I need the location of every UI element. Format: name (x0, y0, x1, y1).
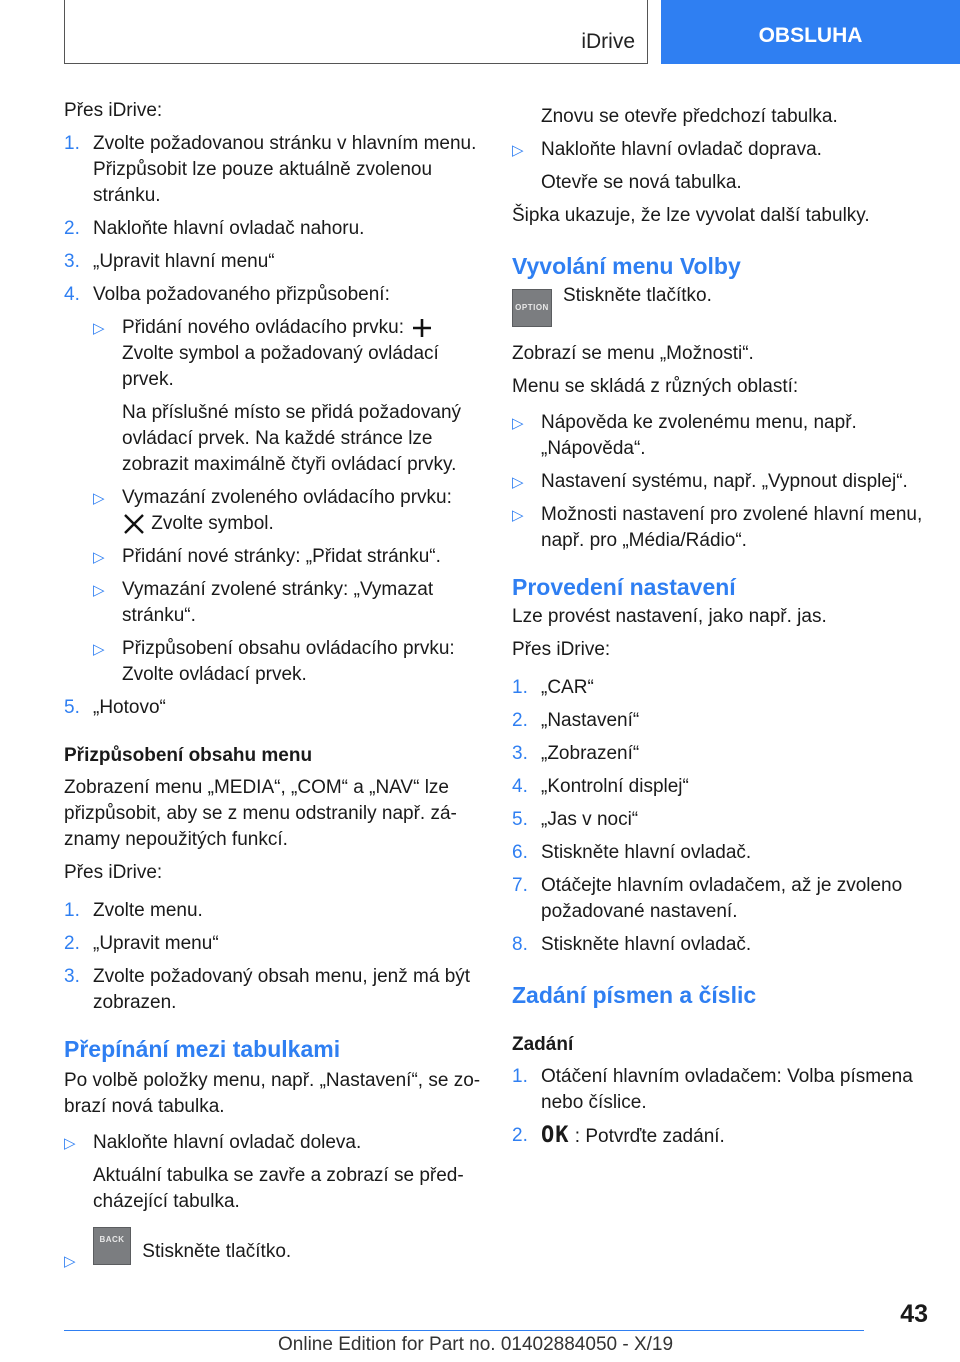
list-item: 4. Volba požadovaného přizpůsobení: (64, 284, 390, 305)
paragraph: Šipka ukazuje, že lze vyvolat další tabulky. (512, 205, 870, 226)
section-heading: Vyvolání menu Volby (512, 253, 741, 279)
bullet-item: ▷ Nakloňte hlavní ovladač doprava. (512, 137, 932, 163)
section-heading: Zadání písmen a číslic (512, 982, 757, 1008)
list-item: 3. „Zobrazení“ (512, 743, 640, 764)
header-frame (64, 0, 648, 64)
footer-divider (64, 1330, 864, 1331)
footer-edition: Online Edition for Part no. 01402884050 - X/19 (278, 1334, 674, 1355)
header-tab: OBSLUHA (661, 0, 960, 64)
bullet-item: ▷ Přidání nové stránky: „Přidat stránku“. (93, 544, 484, 570)
bullet-item: ▷ Nápověda ke zvolenému menu, např. „Nápověda“. (512, 412, 857, 459)
triangle-bullet-icon: ▷ (64, 1253, 76, 1270)
section-heading: Přepínání mezi tabulkami (64, 1036, 341, 1062)
intro: Přes iDrive: (64, 100, 163, 121)
sublist (93, 315, 484, 688)
option-row: OPTION Stiskněte tlačítko. (512, 287, 932, 327)
header-section: iDrive (581, 30, 635, 53)
left-column (64, 98, 484, 1272)
continuation: Otevře se nová tabulka. (541, 172, 742, 193)
triangle-bullet-icon: ▷ (93, 582, 105, 599)
list-item: 6. Stiskněte hlavní ovladač. (512, 842, 752, 863)
ok-icon: OK (541, 1123, 570, 1148)
subheading: Přizpůsobení obsahu menu (64, 745, 313, 766)
list-item: 7. Otáčejte hlavním ovladačem, až je zvoleno požadované nastavení. (512, 875, 903, 922)
bullet-item: ▷ Nastavení systému, např. „Vypnout displej“. (512, 469, 932, 495)
triangle-bullet-icon: ▷ (512, 507, 524, 524)
list-item: 1. Zvolte menu. (64, 900, 203, 921)
list-item: 4. „Kontrolní displej“ (512, 776, 689, 797)
paragraph: Přes iDrive: (64, 862, 163, 883)
triangle-bullet-icon: ▷ (93, 641, 105, 658)
page-number: 43 (900, 1300, 928, 1328)
bullet-item: ▷ Nakloňte hlavní ovladač doleva. (64, 1130, 484, 1156)
continuation: Na příslušné místo se přidá požadovaný ovládací prvek. Na každé stránce lze zobrazit maximálně čtyři ovládací prvky. (122, 402, 462, 475)
section-heading: Provedení nastavení (512, 574, 736, 600)
subheading: Zadání (512, 1034, 574, 1055)
paragraph: Lze provést nastavení, jako např. jas. (512, 606, 827, 627)
triangle-bullet-icon: ▷ (93, 549, 105, 566)
bullet-item: ▷ Přidání nového ovládacího prvku: Zvolte symbol a požadovaný ovládací prvek. (93, 317, 439, 390)
bullet-item: ▷ Vymazání zvolené stránky: „Vymazat stránku“. (93, 579, 434, 626)
triangle-bullet-icon: ▷ (64, 1135, 76, 1152)
triangle-bullet-icon: ▷ (93, 320, 105, 337)
paragraph: Zobrazí se menu „Možnosti“. (512, 343, 754, 364)
close-icon (122, 513, 146, 535)
triangle-bullet-icon: ▷ (93, 490, 105, 507)
list-item: 2. OK : Potvrďte zadání. (512, 1123, 725, 1148)
plus-icon (409, 317, 435, 339)
list-item: 5. „Hotovo“ (64, 697, 166, 718)
option-button-icon: OPTION (512, 289, 552, 327)
paragraph: Menu se skládá z různých oblastí: (512, 376, 799, 397)
bullet-item: ▷ Možnosti nastavení pro zvolené hlavní menu, např. pro „Média/Rádio“. (512, 504, 923, 551)
list-item: 1. „CAR“ (512, 677, 594, 698)
triangle-bullet-icon: ▷ (512, 415, 524, 432)
list-item: 2. „Upravit menu“ (64, 933, 219, 954)
list-item: 3. Zvolte požadovaný obsah menu, jenž má být zobrazen. (64, 966, 471, 1013)
bullet-item: ▷ Vymazání zvoleného ovládacího prvku: Zvolte symbol. (93, 487, 452, 534)
continuation: Znovu se otevře předchozí tabulka. (541, 106, 838, 127)
list-item: 1. Zvolte požadovanou stránku v hlavním menu. Přizpůsobit lze pouze aktuálně zvolenou stránku. (64, 133, 477, 206)
back-button-icon: BACK (93, 1227, 131, 1265)
list-item: 8. Stiskněte hlavní ovladač. (512, 934, 752, 955)
triangle-bullet-icon: ▷ (512, 474, 524, 491)
triangle-bullet-icon: ▷ (512, 142, 524, 159)
paragraph: Po volbě položky menu, např. „Nastavení“, se zo-brazí nová tabulka. (64, 1070, 481, 1117)
list-item: 1. Otáčení hlavním ovladačem: Volba písmena nebo číslice. (512, 1066, 913, 1113)
paragraph: Zobrazení menu „MEDIA“, „COM“ a „NAV“ lze přizpůsobit, aby se z menu odstranily např. zá-znamy nepoužitých funkcí. (64, 777, 457, 850)
bullet-item: ▷ BACK Stiskněte tlačítko. (64, 1227, 484, 1265)
list-item: 2. „Nastavení“ (512, 710, 640, 731)
continuation: Aktuální tabulka se zavře a zobrazí se před-cházející tabulka. (93, 1165, 464, 1212)
bullet-item: ▷ Přizpůsobení obsahu ovládacího prvku: Zvolte ovládací prvek. (93, 638, 455, 685)
right-column (512, 104, 932, 1157)
paragraph: Přes iDrive: (512, 639, 611, 660)
list-item: 5. „Jas v noci“ (512, 809, 639, 830)
list-item: 3. „Upravit hlavní menu“ (64, 251, 275, 272)
list-item: 2. Nakloňte hlavní ovladač nahoru. (64, 218, 365, 239)
